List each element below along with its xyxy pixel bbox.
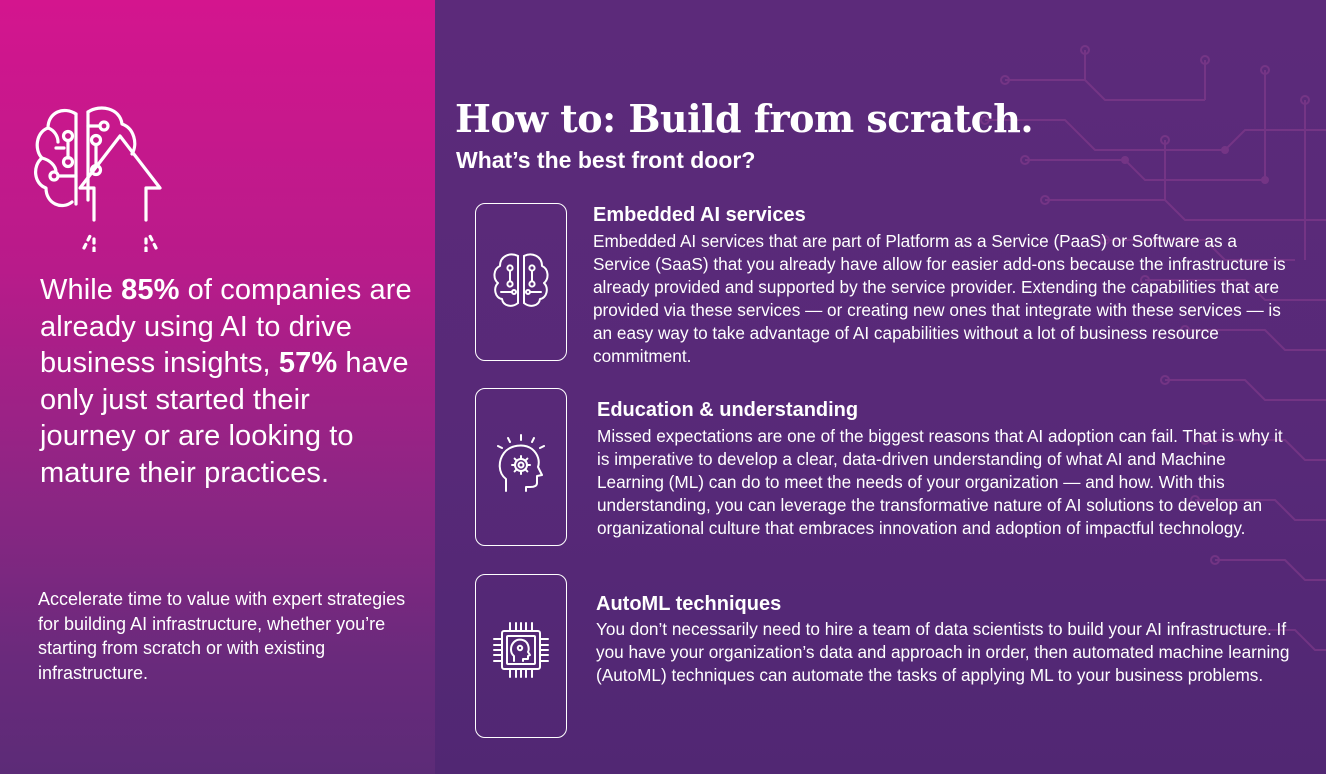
item-title-embedded-ai: Embedded AI services xyxy=(593,204,806,226)
item-body-automl: You don’t necessarily need to hire a team of data scientists to build your AI infrastructure. If you have your organization’s data and approach in order, then automated machine learning (AutoML) techniques can automate the tasks of applying ML to your business problems. xyxy=(596,619,1290,685)
card-automl xyxy=(475,574,567,738)
item-title-automl: AutoML techniques xyxy=(596,593,782,615)
card-embedded-ai xyxy=(475,203,567,361)
card-education xyxy=(475,388,567,546)
page-subtitle: What’s the best front door? xyxy=(456,147,756,173)
page-title: How to: Build from scratch. xyxy=(455,96,1034,141)
brain-arrow-icon xyxy=(28,100,168,252)
subtext-paragraph: Accelerate time to value with expert strategies for building AI infrastructure, whether you’re starting from scratch or with existing infrastructure. xyxy=(38,589,406,683)
head-gear-icon xyxy=(490,433,552,495)
right-panel xyxy=(435,0,1326,774)
item-body-education: Missed expectations are one of the biggest reasons that AI adoption can fail. That is why it is imperative to develop a clear, data-driven understanding of what AI and Machine Learning (ML) can do to meet the needs of your organization — and how. With this understanding, you can leverage the transformative nature of AI solutions to develop an organizational culture that embraces innovation and adoption of impactful technology. xyxy=(597,426,1283,538)
item-title-education: Education & understanding xyxy=(597,399,859,421)
left-panel xyxy=(0,0,435,774)
stat-highlight-57: 57% xyxy=(278,347,338,379)
stat-highlight-85: 85% xyxy=(121,274,180,306)
item-body-embedded-ai: Embedded AI services that are part of Platform as a Service (PaaS) or Software as a Service (SaaS) that you already have allow for easier add-ons because the infrastructure is already provided and supported by the service provider. Extending the capabilities that are provided via these services — or creating new ones that integrate with these services — is an easy way to take advantage of AI capabilities without a lot of business resource commitment. xyxy=(593,231,1286,366)
chip-head-icon xyxy=(490,619,552,681)
brain-circuit-icon xyxy=(490,248,552,310)
stat-paragraph: While 85% of companies are already using AI to drive business insights, 57% have only just started their journey or are looking to mature their practices. xyxy=(40,274,412,489)
